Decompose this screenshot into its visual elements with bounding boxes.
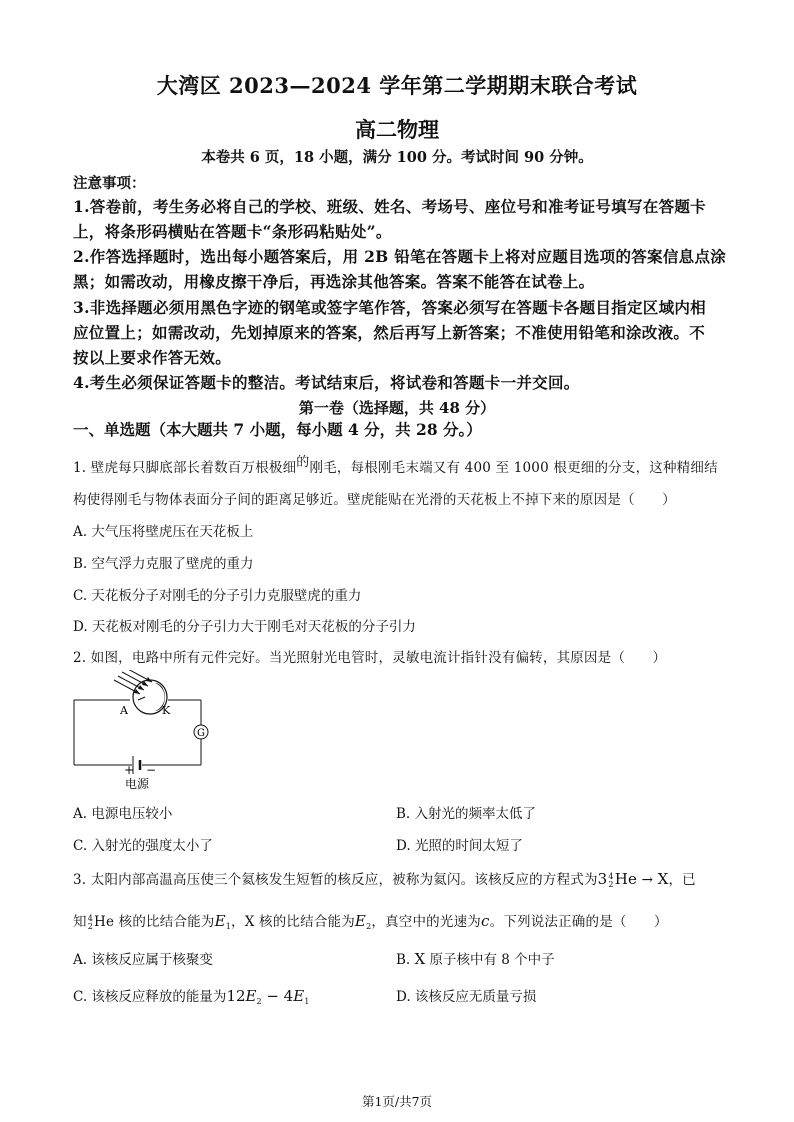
q3-text-2a: 知 <box>73 914 87 930</box>
question-3-line-1 <box>73 868 696 889</box>
label-power-source: 电源 <box>125 777 150 791</box>
symbol-c: c <box>480 912 490 930</box>
he-charge-number: 2 <box>87 921 93 931</box>
notice-line: 3.非选择题必须用黑色字迹的钢笔或签字笔作答，答案必须写在答题卡各题目指定区域内相 <box>73 298 706 317</box>
q1-option-b: B. 空气浮力克服了壁虎的重力 <box>73 556 254 572</box>
q1-text-a: 1. 壁虎每只脚底部长着数百万根极细 <box>73 460 297 476</box>
q2-option-c: C. 入射光的强度太小了 <box>73 838 213 854</box>
q3-option-c-e2: E <box>245 987 257 1005</box>
q1-text-de: 的 <box>296 455 310 470</box>
q3-option-c-e2-sub: 2 <box>256 997 262 1006</box>
q3-option-c-coef: 12 <box>226 987 246 1005</box>
label-cathode: K <box>162 704 171 717</box>
exam-title: 大湾区 2023—2024 学年第二学期期末联合考试 <box>156 73 638 98</box>
q1-option-a: A. 大气压将壁虎压在天花板上 <box>73 524 254 540</box>
part-title: 第一卷（选择题，共 48 分） <box>298 399 496 417</box>
q1-option-d: D. 天花板对刚毛的分子引力大于刚毛对天花板的分子引力 <box>73 619 416 635</box>
section-heading: 一、单选题（本大题共 7 小题，每小题 4 分，共 28 分。） <box>73 420 482 439</box>
q3-he-nuclide-label <box>608 873 613 889</box>
q2-option-d: D. 光照的时间太短了 <box>396 838 523 854</box>
q3-option-c-e1-sub: 1 <box>304 997 310 1006</box>
notice-line: 2.作答选择题时，选出每小题答案后，用 2B 铅笔在答题卡上将对应题目选项的答案信息点涂 <box>73 247 727 266</box>
q3-text-2c: ，X 核的比结合能为 <box>231 914 355 930</box>
q3-option-b-x: X <box>414 950 426 968</box>
notice-line: 按以上要求作答无效。 <box>73 348 232 367</box>
symbol-e2-subscript: 2 <box>366 922 372 931</box>
q1-text-b: 刚毛，每根刚毛末端又有 400 至 1000 根更细的分支，这种精细结 <box>309 460 718 476</box>
question-1-line-2: 构使得刚毛与物体表面分子间的距离足够近。壁虎能贴在光滑的天花板上不掉下来的原因是（ ） <box>73 492 676 508</box>
q3-option-a: A. 该核反应属于核聚变 <box>73 952 213 968</box>
q3-option-c <box>73 985 309 1005</box>
q1-option-c: C. 天花板分子对刚毛的分子引力克服壁虎的重力 <box>73 588 362 604</box>
notice-line: 1.答卷前，考生务必将自己的学校、班级、姓名、考场号、座位号和准考证号填写在答题卡 <box>73 197 706 216</box>
q3-he-nuclide-label-2 <box>88 915 93 931</box>
notice-line: 应位置上；如需改动，先划掉原来的答案，然后再写上新答案；不准使用铅笔和涂改液。不 <box>73 323 706 342</box>
q3-text-end: ，已 <box>668 872 696 888</box>
q3-arrow: → <box>641 872 654 888</box>
question-3-line-2 <box>73 910 668 931</box>
symbol-e2: E <box>354 912 367 930</box>
q2-option-a: A. 电源电压较小 <box>73 806 173 822</box>
q3-option-c-minus: − 4 <box>261 987 294 1005</box>
q3-option-c-e1: E <box>293 987 305 1005</box>
exam-subject: 高二物理 <box>355 117 439 142</box>
label-anode: A <box>120 704 128 717</box>
battery-minus: − <box>146 763 157 777</box>
q3-option-b-text: 原子核中有 8 个中子 <box>425 952 555 968</box>
label-galvanometer: G <box>197 728 205 739</box>
notice-line: 黑；如需改动，用橡皮擦干净后，再选涂其他答案。答案不能答在试卷上。 <box>73 272 595 291</box>
q3-option-c-text: C. 该核反应释放的能量为 <box>73 989 227 1005</box>
he-charge-number: 2 <box>608 879 614 889</box>
photocell-circuit-diagram <box>70 670 220 795</box>
notice-line: 4.考生必须保证答题卡的整洁。考试结束后，将试卷和答题卡一并交回。 <box>73 373 580 392</box>
q3-he-symbol: He <box>614 870 638 888</box>
q2-option-b: B. 入射光的频率太低了 <box>396 806 537 822</box>
q3-text-2b: He 核的比结合能为 <box>94 914 215 930</box>
he-mass-number: 4 <box>608 871 614 881</box>
notice-heading: 注意事项： <box>73 175 146 192</box>
he-mass-number: 4 <box>87 913 93 923</box>
q3-equation <box>598 872 669 888</box>
page-number: 第1页/共7页 <box>361 1094 433 1109</box>
q3-text-2d: ，真空中的光速为 <box>371 914 481 930</box>
q3-option-b-prefix: B. <box>396 952 415 968</box>
q3-option-b <box>396 948 555 968</box>
q3-text-2e: 。下列说法正确的是（ ） <box>489 914 668 930</box>
question-1-line-1 <box>73 456 718 476</box>
question-2-text: 2. 如图，电路中所有元件完好。当光照射光电管时，灵敏电流计指针没有偏转，其原因是（ ） <box>73 650 667 666</box>
q3-text-1: 3. 太阳内部高温高压使三个氦核发生短暂的核反应，被称为氦闪。该核反应的方程式为 <box>73 872 598 888</box>
battery-plus: + <box>124 763 135 777</box>
q3-coefficient: 3 <box>597 870 608 888</box>
exam-info: 本卷共 6 页，18 小题，满分 100 分。考试时间 90 分钟。 <box>201 149 593 166</box>
notice-line: 上，将条形码横贴在答题卡“条形码粘贴处”。 <box>73 222 392 241</box>
symbol-e1: E <box>214 912 226 930</box>
q3-x-symbol: X <box>657 870 669 888</box>
symbol-e1-subscript: 1 <box>225 922 232 931</box>
q3-option-d: D. 该核反应无质量亏损 <box>396 989 537 1005</box>
